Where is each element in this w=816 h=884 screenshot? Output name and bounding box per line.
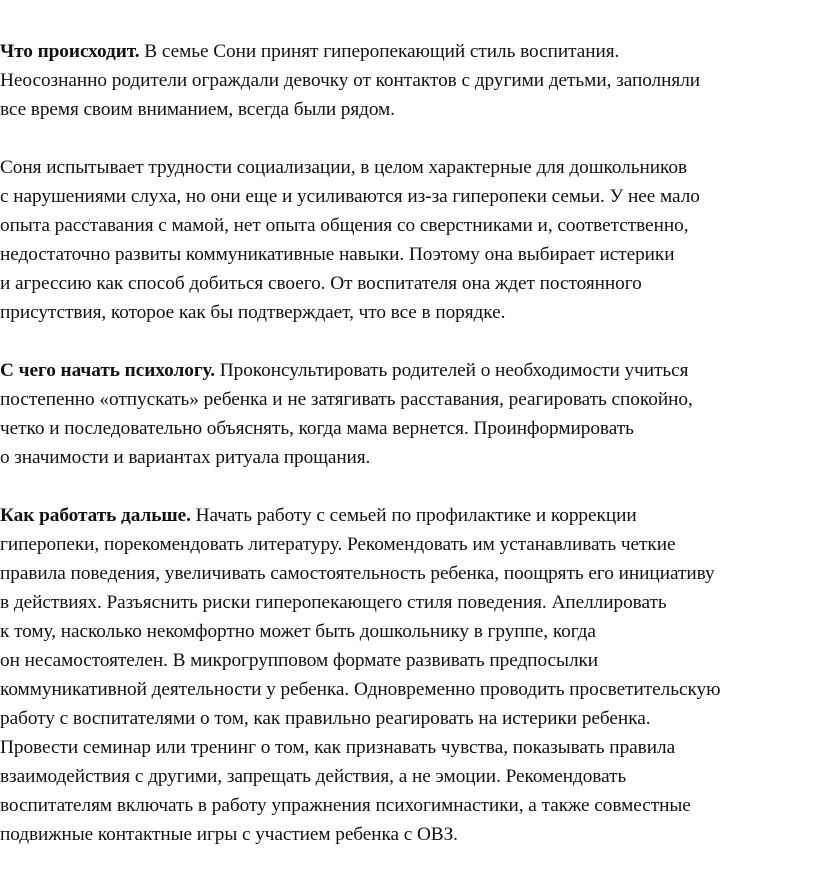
text-line: о значимости и вариантах ритуала прощания. <box>0 447 371 468</box>
text-line <box>0 37 816 66</box>
text-line: воспитателям включать в работу упражнения психогимнастики, а также совместные <box>0 795 691 816</box>
text-line: коммуникативной деятельности у ребенка. Одновременно проводить просветительскую <box>0 679 721 700</box>
text-line: к тому, насколько некомфортно может быть дошкольнику в группе, когда <box>0 621 596 642</box>
text-line: гиперопеки, порекомендовать литературу. Рекомендовать им устанавливать четкие <box>0 534 676 555</box>
text-line: и агрессию как способ добиться своего. От воспитателя она ждет постоянного <box>0 273 642 294</box>
text-line: все время своим вниманием, всегда были рядом. <box>0 99 395 120</box>
text-line: правила поведения, увеличивать самостоятельность ребенка, поощрять его инициативу <box>0 563 715 584</box>
text-line: недостаточно развиты коммуникативные навыки. Поэтому она выбирает истерики <box>0 244 675 265</box>
text-line: постепенно «отпускать» ребенка и не затягивать расставания, реагировать спокойно, <box>0 389 693 410</box>
paragraph-what-happens <box>0 37 816 124</box>
paragraph-further-work <box>0 501 816 849</box>
text-line: с нарушениями слуха, но они еще и усиливаются из-за гиперопеки семьи. У нее мало <box>0 186 700 207</box>
text-line: работу с воспитателями о том, как правильно реагировать на истерики ребенка. <box>0 708 651 729</box>
text-line: Соня испытывает трудности социализации, в целом характерные для дошкольников <box>0 157 687 178</box>
paragraph-heading: Что происходит. <box>0 41 140 62</box>
paragraph-socialization <box>0 153 816 327</box>
text-line: он несамостоятелен. В микрогрупповом формате развивать предпосылки <box>0 650 599 671</box>
paragraph-heading: С чего начать психологу. <box>0 360 215 381</box>
paragraph-heading: Как работать дальше. <box>0 505 191 526</box>
text-line: четко и последовательно объяснять, когда мама вернется. Проинформировать <box>0 418 634 439</box>
text-run: В семье Сони принят гиперопекающий стиль воспитания. <box>139 41 620 62</box>
text-line: подвижные контактные игры с участием ребенка с ОВЗ. <box>0 824 458 845</box>
text-run: Начать работу с семьей по профилактике и коррекции <box>190 505 637 526</box>
document-body <box>0 37 816 878</box>
text-line: Неосознанно родители ограждали девочку от контактов с другими детьми, заполняли <box>0 70 701 91</box>
text-line <box>0 501 816 530</box>
text-line: взаимодействия с другими, запрещать действия, а не эмоции. Рекомендовать <box>0 766 627 787</box>
text-line <box>0 356 816 385</box>
text-line: присутствия, которое как бы подтверждает, что все в порядке. <box>0 302 506 323</box>
text-line: в действиях. Разъяснить риски гиперопекающего стиля поведения. Апеллировать <box>0 592 667 613</box>
text-line: опыта расставания с мамой, нет опыта общения со сверстниками и, соответственно, <box>0 215 689 236</box>
text-run: Проконсультировать родителей о необходимости учиться <box>214 360 689 381</box>
paragraph-where-to-start <box>0 356 816 472</box>
text-line: Провести семинар или тренинг о том, как признавать чувства, показывать правила <box>0 737 676 758</box>
